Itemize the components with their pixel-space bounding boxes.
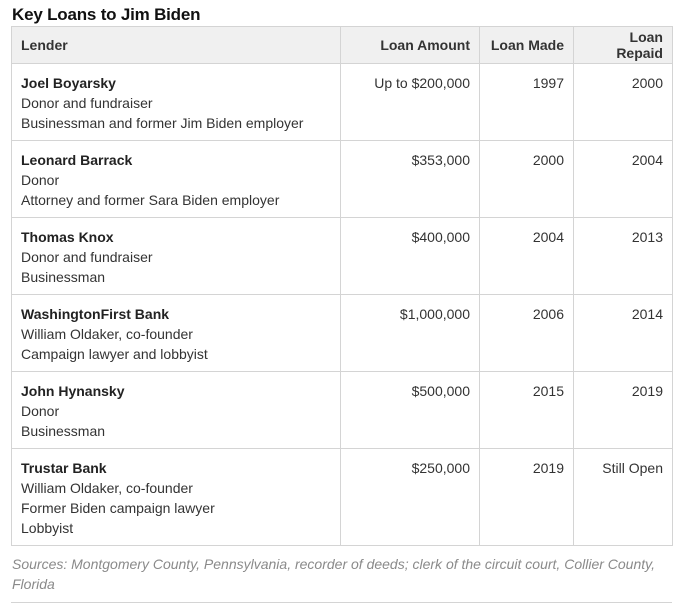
table-header-row <box>12 27 673 64</box>
lender-detail: Donor and fundraiser <box>21 95 153 111</box>
loan-amount-cell: $1,000,000 <box>341 295 480 372</box>
lender-detail: Donor <box>21 172 60 188</box>
lender-name: Joel Boyarsky <box>21 75 116 91</box>
loan-made-cell: 2015 <box>480 372 574 449</box>
lender-detail: Businessman <box>21 269 106 285</box>
loan-made-cell: 2019 <box>480 449 574 546</box>
loan-amount-cell: Up to $200,000 <box>341 64 480 141</box>
bottom-divider <box>11 602 672 603</box>
table-row <box>12 64 673 141</box>
lender-name: Leonard Barrack <box>21 152 133 168</box>
table-row <box>12 449 673 546</box>
lender-detail: Businessman and former Jim Biden employer <box>21 115 304 131</box>
table-row <box>12 218 673 295</box>
header-lender: Lender <box>12 27 341 64</box>
loan-made-cell: 2006 <box>480 295 574 372</box>
lender-cell <box>12 449 341 546</box>
lender-cell <box>12 218 341 295</box>
lender-cell <box>12 64 341 141</box>
header-loan-repaid: Loan Repaid <box>574 27 673 64</box>
lender-cell <box>12 141 341 218</box>
sources-note: Sources: Montgomery County, Pennsylvania, recorder of deeds; clerk of the circuit court, Collier County, Florida <box>12 556 655 592</box>
lender-detail: Businessman <box>21 423 106 439</box>
lender-detail: Former Biden campaign lawyer <box>21 500 215 516</box>
loan-amount-cell: $400,000 <box>341 218 480 295</box>
table-row <box>12 372 673 449</box>
loan-repaid-cell: 2004 <box>574 141 673 218</box>
lender-name: Thomas Knox <box>21 229 114 245</box>
loan-repaid-cell: 2000 <box>574 64 673 141</box>
loan-repaid-cell: 2013 <box>574 218 673 295</box>
lender-detail: Attorney and former Sara Biden employer <box>21 192 280 208</box>
lender-detail: William Oldaker, co-founder <box>21 480 193 496</box>
lender-detail: Campaign lawyer and lobbyist <box>21 346 208 362</box>
lender-detail: William Oldaker, co-founder <box>21 326 193 342</box>
loan-made-cell: 2004 <box>480 218 574 295</box>
header-loan-made: Loan Made <box>480 27 574 64</box>
lender-name: WashingtonFirst Bank <box>21 306 170 322</box>
loan-repaid-cell: 2019 <box>574 372 673 449</box>
table-title: Key Loans to Jim Biden <box>12 5 201 24</box>
loan-repaid-cell: 2014 <box>574 295 673 372</box>
lender-cell <box>12 295 341 372</box>
lender-name: Trustar Bank <box>21 460 107 476</box>
header-loan-amount: Loan Amount <box>341 27 480 64</box>
lender-detail: Donor <box>21 403 60 419</box>
loan-repaid-cell: Still Open <box>574 449 673 546</box>
lender-detail: Lobbyist <box>21 520 74 536</box>
loan-amount-cell: $353,000 <box>341 141 480 218</box>
loan-made-cell: 2000 <box>480 141 574 218</box>
loans-table <box>11 26 673 546</box>
table-row <box>12 141 673 218</box>
lender-cell <box>12 372 341 449</box>
lender-name: John Hynansky <box>21 383 125 399</box>
loan-made-cell: 1997 <box>480 64 574 141</box>
table-row <box>12 295 673 372</box>
loan-amount-cell: $500,000 <box>341 372 480 449</box>
lender-detail: Donor and fundraiser <box>21 249 153 265</box>
loan-amount-cell: $250,000 <box>341 449 480 546</box>
